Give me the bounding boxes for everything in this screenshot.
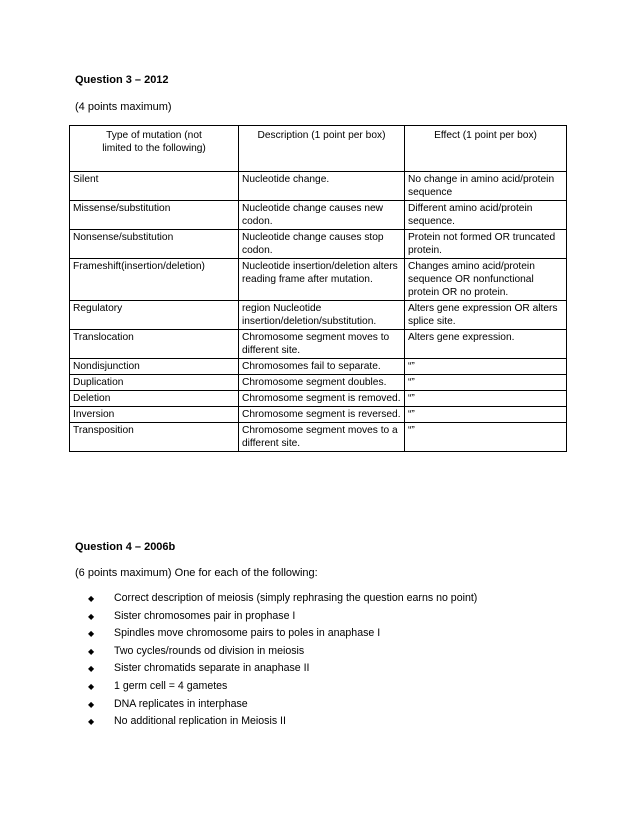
mutation-type-cell: Deletion [70, 391, 239, 407]
list-item [88, 713, 477, 731]
effect-cell: “” [405, 391, 567, 407]
description-cell: Nucleotide change causes new codon. [239, 201, 405, 230]
table-row [70, 172, 567, 201]
table-header-row [70, 126, 567, 172]
effect-cell: Different amino acid/protein sequence. [405, 201, 567, 230]
mutation-type-cell: Transposition [70, 423, 239, 452]
mutation-type-cell: Missense/substitution [70, 201, 239, 230]
question-4-intro: (6 points maximum) One for each of the following: [75, 567, 318, 579]
question-3-points: (4 points maximum) [75, 101, 172, 113]
mutation-type-cell: Frameshift(insertion/deletion) [70, 259, 239, 301]
bullet-icon: ◆ [88, 681, 95, 691]
mutation-type-cell: Inversion [70, 407, 239, 423]
table-row [70, 423, 567, 452]
effect-cell: Protein not formed OR truncated protein. [405, 230, 567, 259]
bullet-icon: ◆ [88, 717, 95, 727]
list-item [88, 643, 477, 661]
bullet-icon: ◆ [88, 664, 95, 674]
list-item [88, 660, 477, 678]
table-row [70, 330, 567, 359]
header-description: Description (1 point per box) [239, 126, 405, 172]
list-item-text: Correct description of meiosis (simply rephrasing the question earns no point) [114, 592, 478, 604]
description-cell: region Nucleotide insertion/deletion/substitution. [239, 301, 405, 330]
mutation-type-cell: Silent [70, 172, 239, 201]
description-cell: Nucleotide change. [239, 172, 405, 201]
bullet-icon: ◆ [88, 699, 95, 709]
list-item-text: DNA replicates in interphase [114, 697, 248, 710]
description-cell: Chromosome segment moves to different site. [239, 330, 405, 359]
description-cell: Chromosomes fail to separate. [239, 359, 405, 375]
table-row [70, 375, 567, 391]
mutation-type-cell: Duplication [70, 375, 239, 391]
description-cell: Chromosome segment is removed. [239, 391, 405, 407]
bullet-icon: ◆ [88, 594, 95, 603]
mutation-type-cell: Regulatory [70, 301, 239, 330]
description-cell: Nucleotide change causes stop codon. [239, 230, 405, 259]
description-cell: Chromosome segment is reversed. [239, 407, 405, 423]
header-effect: Effect (1 point per box) [405, 126, 567, 172]
list-item-text: No additional replication in Meiosis II [114, 715, 286, 728]
effect-cell: Changes amino acid/protein sequence OR nonfunctional protein OR no protein. [405, 259, 567, 301]
list-item [88, 608, 477, 626]
description-cell: Nucleotide insertion/deletion alters reading frame after mutation. [239, 259, 405, 301]
question-4-title: Question 4 – 2006b [75, 541, 176, 553]
table-row [70, 391, 567, 407]
mutation-type-cell: Translocation [70, 330, 239, 359]
table-body [70, 172, 567, 452]
effect-cell: “” [405, 375, 567, 391]
list-item [88, 696, 477, 714]
bullet-icon: ◆ [88, 646, 95, 656]
list-item-text: Two cycles/rounds od division in meiosis [114, 644, 305, 657]
description-cell: Chromosome segment moves to a different site. [239, 423, 405, 452]
table-row [70, 301, 567, 330]
effect-cell: “” [405, 423, 567, 452]
list-item-text: 1 germ cell = 4 gametes [114, 679, 228, 692]
answer-list [88, 590, 477, 731]
mutation-type-cell: Nonsense/substitution [70, 230, 239, 259]
header-type: Type of mutation (not limited to the following) [70, 126, 239, 172]
list-item-text: Sister chromosomes pair in prophase I [114, 609, 296, 622]
list-item [88, 625, 477, 643]
list-item-text: Sister chromatids separate in anaphase II [114, 662, 310, 675]
question-3-title: Question 3 – 2012 [75, 74, 169, 86]
table-row [70, 230, 567, 259]
table-row [70, 407, 567, 423]
effect-cell: “” [405, 359, 567, 375]
bullet-icon: ◆ [88, 629, 95, 639]
bullet-icon: ◆ [88, 611, 95, 621]
table-row [70, 359, 567, 375]
mutation-type-cell: Nondisjunction [70, 359, 239, 375]
effect-cell: Alters gene expression OR alters splice site. [405, 301, 567, 330]
description-cell: Chromosome segment doubles. [239, 375, 405, 391]
table-row [70, 201, 567, 230]
mutation-table [69, 125, 567, 452]
effect-cell: Alters gene expression. [405, 330, 567, 359]
effect-cell: No change in amino acid/protein sequence [405, 172, 567, 201]
table-row [70, 259, 567, 301]
list-item-text: Spindles move chromosome pairs to poles in anaphase I [114, 627, 381, 640]
list-item [88, 678, 477, 696]
list-item [88, 590, 477, 608]
effect-cell: “” [405, 407, 567, 423]
